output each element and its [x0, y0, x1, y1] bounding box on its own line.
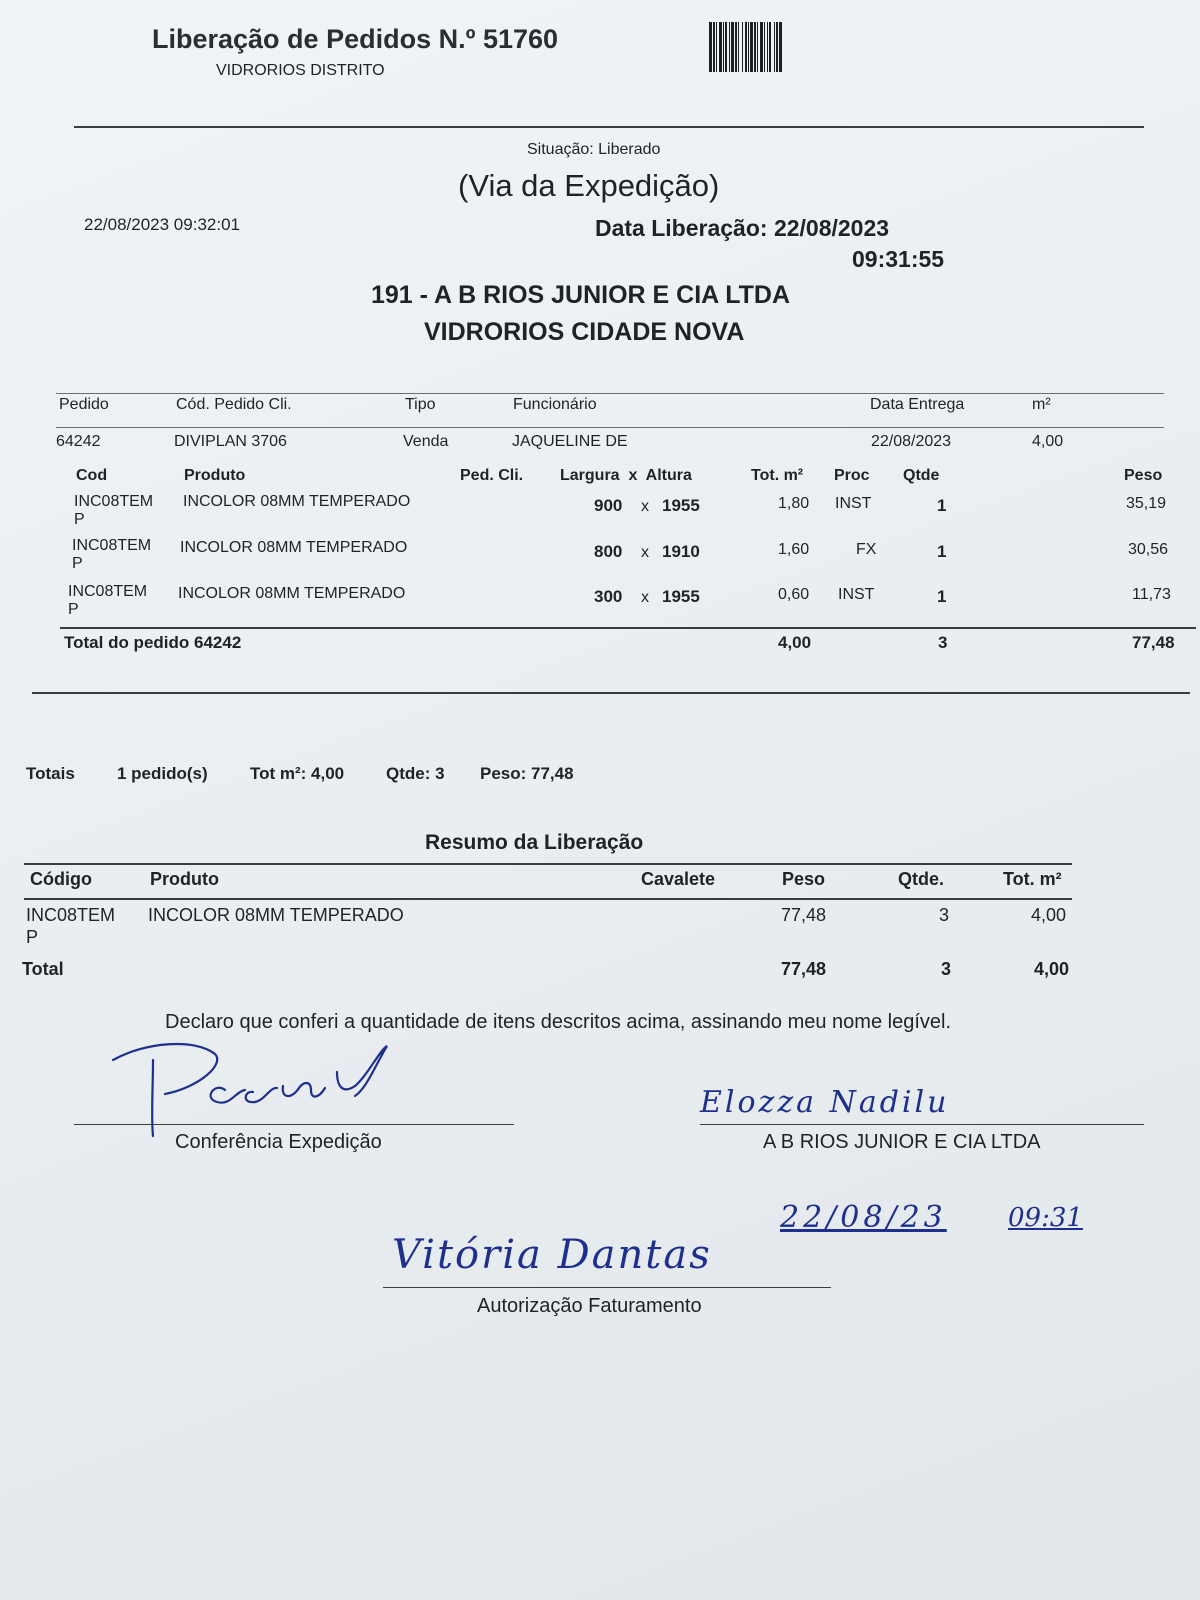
order-end-line — [32, 692, 1190, 694]
item-altura: 1910 — [662, 542, 700, 561]
order-total-line — [60, 627, 1196, 629]
order-data-entrega: 22/08/2023 — [871, 433, 952, 450]
faturamento-signature: Vitória Dantas — [392, 1232, 712, 1278]
resumo-qtde: 3 — [939, 905, 950, 925]
item-cod: INC08TEM — [72, 537, 152, 554]
order-m2: 4,00 — [1032, 433, 1064, 450]
resumo-codigo-cont: P — [26, 927, 39, 947]
resumo-header-line — [24, 898, 1072, 900]
item-produto: INCOLOR 08MM TEMPERADO — [178, 585, 406, 602]
order-pedido: 64242 — [56, 433, 101, 450]
resumo-produto: INCOLOR 08MM TEMPERADO — [148, 905, 404, 925]
resumo-title: Resumo da Liberação — [425, 831, 644, 854]
order-total-label: Total do pedido 64242 — [64, 633, 242, 652]
item-peso: 35,19 — [1126, 495, 1167, 512]
document-title: Liberação de Pedidos N.º 51760 — [152, 24, 559, 54]
item-proc: INST — [838, 586, 875, 603]
document-subtitle: VIDRORIOS DISTRITO — [216, 62, 385, 79]
client-signature-line — [700, 1124, 1144, 1125]
col-header-data-entrega: Data Entrega — [870, 396, 965, 413]
item-header-produto: Produto — [184, 467, 246, 484]
totals-m2: Tot m²: 4,00 — [250, 764, 345, 783]
client-signature: Elozza Nadilu — [700, 1085, 950, 1120]
handwritten-time: 09:31 — [1008, 1203, 1083, 1233]
order-cod-pedido-cli: DIVIPLAN 3706 — [174, 433, 287, 450]
totals-qtde: Qtde: 3 — [386, 764, 445, 783]
resumo-header-cavalete: Cavalete — [641, 869, 716, 889]
hora-liberacao: 09:31:55 — [852, 246, 945, 272]
item-altura: 1955 — [662, 496, 700, 515]
item-cod: INC08TEM — [68, 583, 148, 600]
declaration-text: Declaro que conferi a quantidade de itens descritos acima, assinando meu nome legível. — [165, 1011, 952, 1033]
item-proc: INST — [835, 495, 872, 512]
resumo-top-line — [24, 863, 1072, 865]
order-tipo: Venda — [403, 433, 449, 450]
col-header-funcionario: Funcionário — [513, 396, 597, 413]
resumo-total-label: Total — [22, 959, 64, 979]
col-header-tipo: Tipo — [405, 396, 436, 413]
col-header-cod-pedido-cli: Cód. Pedido Cli. — [176, 396, 292, 413]
resumo-header-codigo: Código — [30, 869, 92, 889]
item-largura: 800 — [594, 542, 623, 561]
item-qtde: 1 — [937, 542, 947, 561]
totals-label: Totais — [26, 764, 75, 783]
item-largura: 300 — [594, 587, 623, 606]
item-header-peso: Peso — [1124, 467, 1163, 484]
item-header-largura-altura: Largura x Altura — [560, 467, 692, 484]
col-header-pedido: Pedido — [59, 396, 109, 413]
item-peso: 11,73 — [1132, 586, 1171, 603]
item-peso: 30,56 — [1128, 541, 1169, 558]
item-cod-cont: P — [74, 511, 85, 528]
via-label: (Via da Expedição) — [458, 168, 720, 203]
order-total-qtde: 3 — [938, 633, 948, 652]
item-x: x — [641, 589, 649, 606]
item-produto: INCOLOR 08MM TEMPERADO — [180, 539, 408, 556]
barcode — [709, 22, 897, 72]
item-qtde: 1 — [937, 587, 947, 606]
resumo-total-peso: 77,48 — [781, 959, 827, 979]
totals-peso: Peso: 77,48 — [480, 764, 574, 783]
order-total-peso: 77,48 — [1132, 633, 1175, 652]
item-header-ped-cli: Ped. Cli. — [460, 467, 524, 484]
order-total-m2: 4,00 — [778, 633, 812, 652]
order-funcionario: JAQUELINE DE — [512, 433, 628, 450]
faturamento-signature-line — [383, 1287, 831, 1288]
item-produto: INCOLOR 08MM TEMPERADO — [183, 493, 411, 510]
item-qtde: 1 — [937, 496, 947, 515]
item-header-qtde: Qtde — [903, 467, 940, 484]
handwritten-date: 22/08/23 — [780, 1200, 947, 1235]
item-x: x — [641, 498, 649, 515]
item-proc: FX — [856, 541, 877, 558]
conferencia-signature-line — [74, 1124, 514, 1125]
col-header-m2: m² — [1032, 396, 1051, 413]
resumo-header-qtde: Qtde. — [898, 869, 945, 889]
client-signature-label: A B RIOS JUNIOR E CIA LTDA — [763, 1131, 1041, 1153]
client-name: 191 - A B RIOS JUNIOR E CIA LTDA — [371, 281, 791, 309]
item-cod: INC08TEM — [74, 493, 154, 510]
barcode-bar — [782, 22, 783, 72]
order-header-line — [56, 427, 1164, 428]
situacao-label: Situação: Liberado — [527, 141, 661, 158]
totals-pedidos: 1 pedido(s) — [117, 764, 208, 783]
resumo-peso: 77,48 — [781, 905, 827, 925]
item-tot-m2: 1,80 — [778, 495, 810, 512]
resumo-codigo: INC08TEM — [26, 905, 116, 925]
item-x: x — [641, 544, 649, 561]
resumo-header-peso: Peso — [782, 869, 826, 889]
item-tot-m2: 1,60 — [778, 541, 810, 558]
order-table-top-line — [56, 393, 1164, 394]
conferencia-label: Conferência Expedição — [175, 1131, 382, 1153]
client-store: VIDRORIOS CIDADE NOVA — [424, 318, 745, 346]
printed-timestamp: 22/08/2023 09:32:01 — [84, 215, 240, 234]
item-cod-cont: P — [68, 601, 79, 618]
item-tot-m2: 0,60 — [778, 586, 810, 603]
faturamento-label: Autorização Faturamento — [477, 1295, 702, 1317]
item-header-proc: Proc — [834, 467, 870, 484]
resumo-header-produto: Produto — [150, 869, 219, 889]
item-largura: 900 — [594, 496, 623, 515]
resumo-total-tot-m2: 4,00 — [1034, 959, 1070, 979]
resumo-tot-m2: 4,00 — [1031, 905, 1067, 925]
item-header-tot-m2: Tot. m² — [751, 467, 804, 484]
item-cod-cont: P — [72, 555, 83, 572]
resumo-header-tot-m2: Tot. m² — [1003, 869, 1062, 889]
conferencia-signature — [105, 1032, 405, 1142]
item-altura: 1955 — [662, 587, 700, 606]
item-header-cod: Cod — [76, 467, 108, 484]
resumo-total-qtde: 3 — [941, 959, 952, 979]
header-divider — [74, 126, 1144, 128]
data-liberacao: Data Liberação: 22/08/2023 — [595, 215, 890, 241]
